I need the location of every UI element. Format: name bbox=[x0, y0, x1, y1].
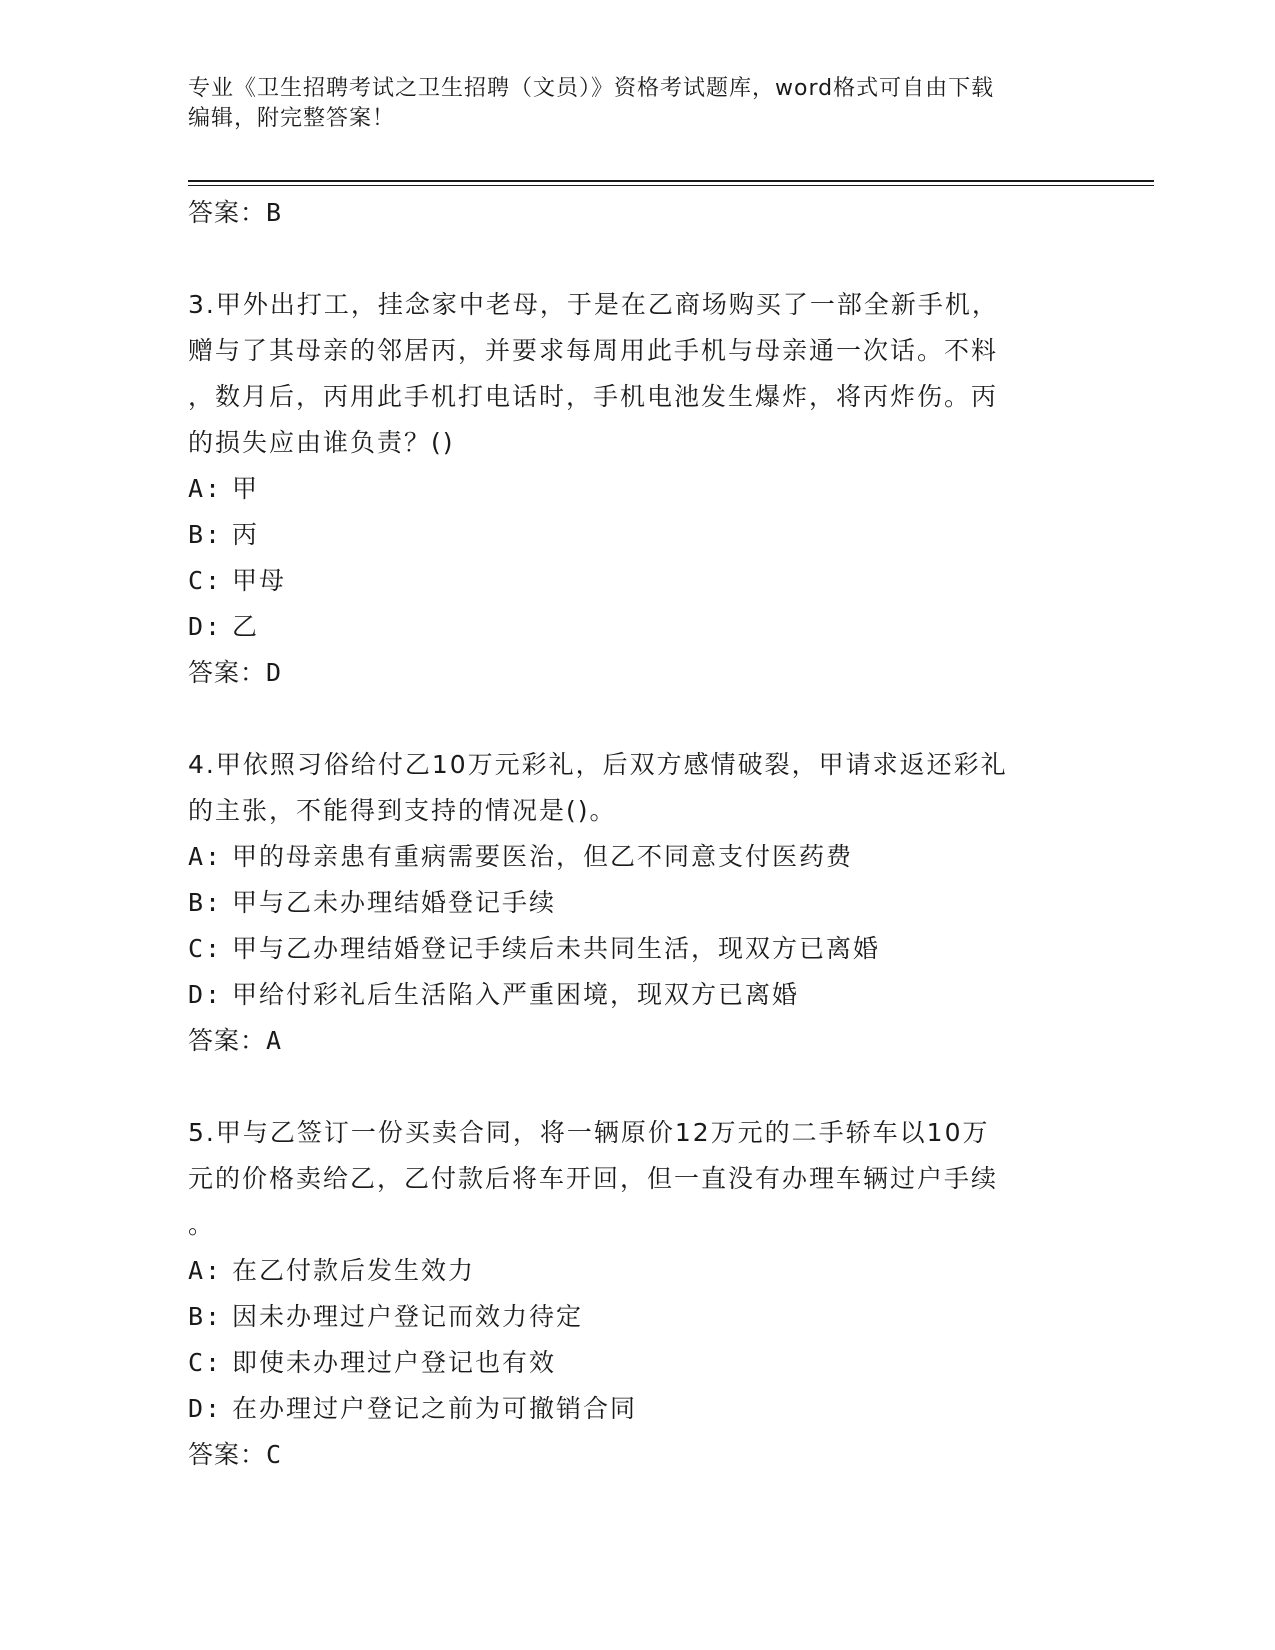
spacer bbox=[188, 696, 1088, 742]
question-list bbox=[188, 190, 1088, 1478]
option-b: B: 甲与乙未办理结婚登记手续 bbox=[188, 888, 557, 917]
answer-value: B bbox=[266, 198, 283, 227]
question-line: 3.甲外出打工，挂念家中老母，于是在乙商场购买了一部全新手机， bbox=[188, 290, 999, 319]
question-line: 4.甲依照习俗给付乙10万元彩礼，后双方感情破裂，甲请求返还彩礼 bbox=[188, 750, 1008, 779]
option-c: C: 即使未办理过户登记也有效 bbox=[188, 1348, 557, 1377]
option-a: A: 甲 bbox=[188, 474, 260, 503]
header-line-1: 专业《卫生招聘考试之卫生招聘（文员）》资格考试题库，word格式可自由下载 bbox=[188, 76, 995, 101]
option-a: A: 甲的母亲患有重病需要医治，但乙不同意支付医药费 bbox=[188, 842, 854, 871]
option-c: C: 甲母 bbox=[188, 566, 287, 595]
previous-answer bbox=[188, 190, 1088, 236]
question-line: 的损失应由谁负责？() bbox=[188, 428, 455, 457]
question-answer: 答案：D bbox=[188, 658, 283, 687]
option-a: A: 在乙付款后发生效力 bbox=[188, 1256, 476, 1285]
spacer bbox=[188, 1064, 1088, 1110]
question-block bbox=[188, 742, 1088, 1064]
question-answer: 答案：A bbox=[188, 1026, 283, 1055]
answer-label: 答案： bbox=[188, 198, 267, 227]
question-line: 。 bbox=[188, 1210, 216, 1239]
question-block bbox=[188, 282, 1088, 696]
option-b: B: 丙 bbox=[188, 520, 260, 549]
option-d: D: 甲给付彩礼后生活陷入严重困境，现双方已离婚 bbox=[188, 980, 800, 1009]
option-d: D: 乙 bbox=[188, 612, 260, 641]
question-line: 的主张，不能得到支持的情况是()。 bbox=[188, 796, 617, 825]
question-line: 赠与了其母亲的邻居丙，并要求每周用此手机与母亲通一次话。不料 bbox=[188, 336, 999, 365]
header-rule-thin bbox=[188, 185, 1154, 186]
option-c: C: 甲与乙办理结婚登记手续后未共同生活，现双方已离婚 bbox=[188, 934, 881, 963]
question-block bbox=[188, 1110, 1088, 1478]
option-d: D: 在办理过户登记之前为可撤销合同 bbox=[188, 1394, 638, 1423]
option-b: B: 因未办理过户登记而效力待定 bbox=[188, 1302, 584, 1331]
question-line: ，数月后，丙用此手机打电话时，手机电池发生爆炸，将丙炸伤。丙 bbox=[188, 382, 999, 411]
header-line-2: 编辑，附完整答案！ bbox=[188, 106, 396, 131]
question-answer: 答案：C bbox=[188, 1440, 283, 1469]
document-header bbox=[188, 74, 1088, 134]
spacer bbox=[188, 236, 1088, 282]
question-line: 元的价格卖给乙，乙付款后将车开回，但一直没有办理车辆过户手续 bbox=[188, 1164, 999, 1193]
header-rule-thick bbox=[188, 180, 1154, 182]
question-line: 5.甲与乙签订一份买卖合同，将一辆原价12万元的二手轿车以10万 bbox=[188, 1118, 990, 1147]
